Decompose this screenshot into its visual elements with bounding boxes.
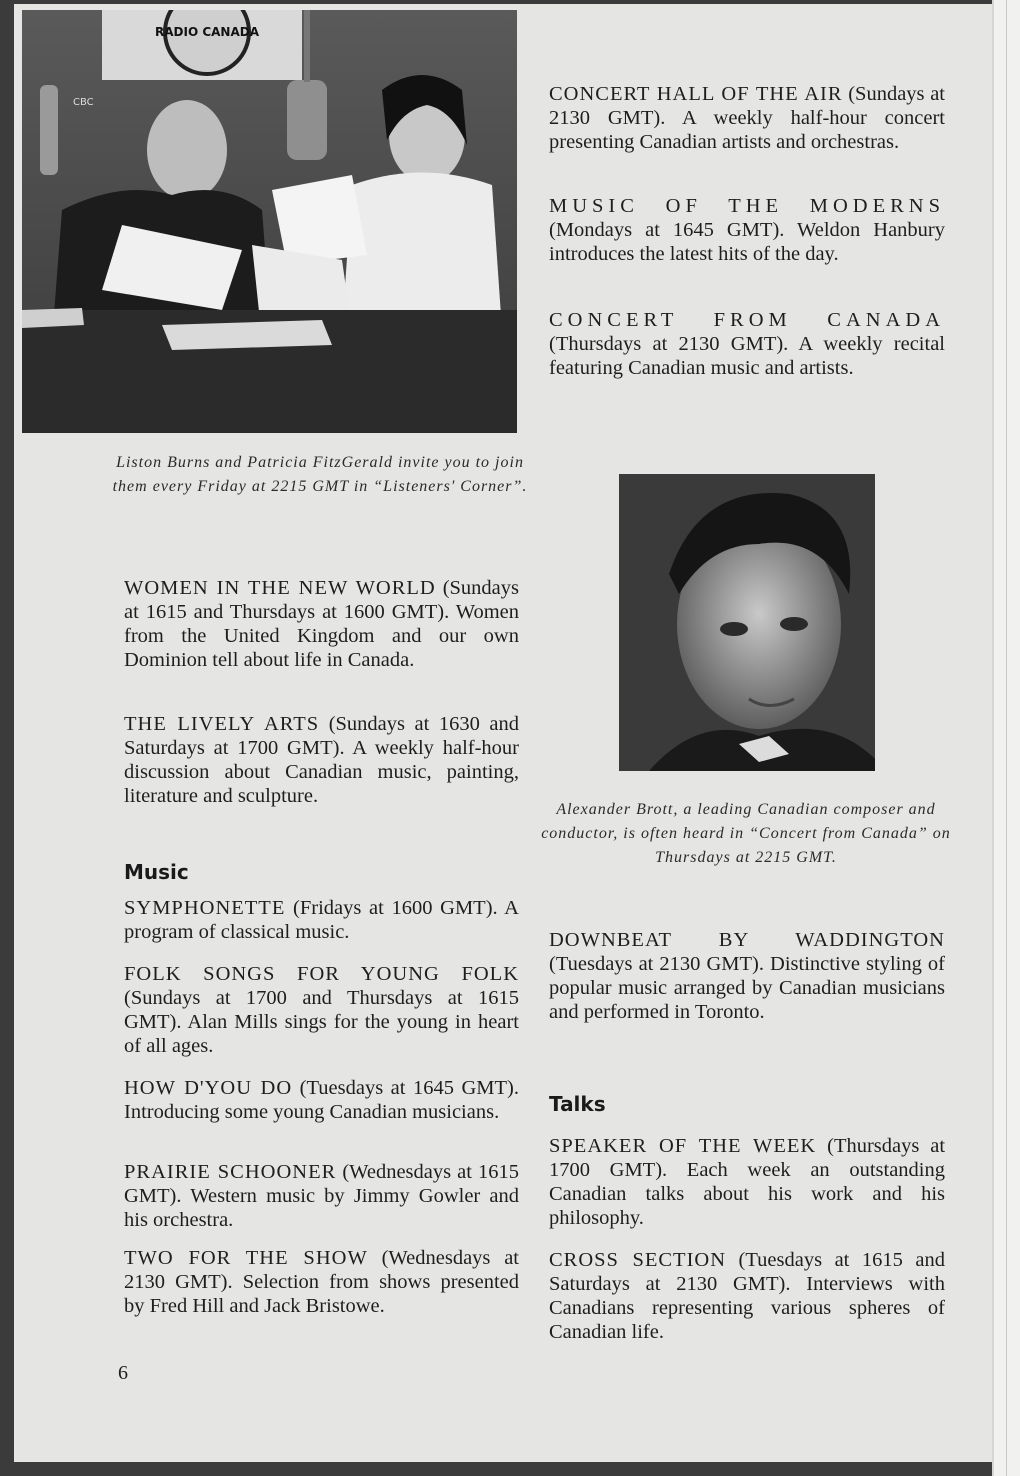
- program-title: FOLK SONGS FOR YOUNG FOLK: [124, 963, 519, 985]
- program-title: TWO FOR THE SHOW: [124, 1247, 368, 1269]
- program-entry-women-in-the-new-world: [124, 576, 519, 672]
- music-section-heading: Music: [124, 860, 189, 884]
- program-entry-music-of-the-moderns: [549, 194, 945, 266]
- program-title: WOMEN IN THE NEW WORLD: [124, 577, 436, 599]
- talks-section-heading: Talks: [549, 1092, 606, 1116]
- program-title: CROSS SECTION: [549, 1249, 727, 1271]
- program-description: (Thursdays at 2130 GMT). A weekly recital featuring Canadian music and artists.: [549, 333, 945, 379]
- program-title: CONCERT FROM CANADA: [549, 309, 945, 331]
- page-number: 6: [118, 1362, 128, 1384]
- program-title: SPEAKER OF THE WEEK: [549, 1135, 817, 1157]
- program-entry-cross-section: [549, 1248, 945, 1344]
- program-description: (Wednesdays at 2130 GMT). Selection from shows presented by Fred Hill and Jack Bristowe.: [124, 1247, 519, 1317]
- portrait-photo-caption: Alexander Brott, a leading Canadian composer and conductor, is often heard in “Concert from Canada” on Thursdays at 2215 GMT.: [541, 801, 951, 866]
- page-fold-line: [1006, 0, 1007, 1476]
- program-title: DOWNBEAT BY WADDINGTON: [549, 929, 945, 951]
- program-title: PRAIRIE SCHOONER: [124, 1161, 337, 1183]
- program-description: (Tuesdays at 2130 GMT). Distinctive styling of popular music arranged by Canadian musicians and performed in Toronto.: [549, 953, 945, 1023]
- radio-canada-sign: RADIO CANADA: [154, 25, 260, 39]
- program-description: (Tuesdays at 1615 and Saturdays at 2130 GMT). Interviews with Canadians representing various spheres of Canadian life.: [549, 1249, 945, 1343]
- program-title: HOW D'YOU DO: [124, 1077, 293, 1099]
- program-entry-folk-songs-for-young-folk: [124, 962, 519, 1058]
- program-entry-prairie-schooner: [124, 1160, 519, 1232]
- program-title: MUSIC OF THE MODERNS: [549, 195, 945, 217]
- studio-photo-caption: Liston Burns and Patricia FitzGerald invite you to join them every Friday at 2215 GMT in “Listeners' Corner”.: [112, 454, 528, 495]
- program-description: (Sundays at 1630 and Saturdays at 1700 GMT). A weekly half-hour discussion about Canadian music, painting, literature and sculpture.: [124, 713, 520, 807]
- program-title: SYMPHONETTE: [124, 897, 286, 919]
- program-description: (Sundays at 1615 and Thursdays at 1600 GMT). Women from the United Kingdom and our own Dominion tell about life in Canada.: [124, 577, 520, 671]
- program-entry-concert-from-canada: [549, 308, 945, 380]
- program-title: CONCERT HALL OF THE AIR: [549, 83, 843, 105]
- program-description: (Sundays at 2130 GMT). A weekly half-hour concert presenting Canadian artists and orchestras.: [549, 83, 945, 153]
- program-entry-speaker-of-the-week: [549, 1134, 945, 1230]
- program-description: (Sundays at 1700 and Thursdays at 1615 GMT). Alan Mills sings for the young in heart of all ages.: [124, 987, 519, 1057]
- program-entry-two-for-the-show: [124, 1246, 519, 1318]
- program-description: (Thursdays at 1700 GMT). Each week an outstanding Canadian talks about his work and his philosophy.: [549, 1135, 946, 1229]
- portrait-photo: [619, 474, 875, 771]
- program-title: THE LIVELY ARTS: [124, 713, 320, 735]
- program-entry-downbeat-by-waddington: [549, 928, 945, 1024]
- studio-photo: [22, 10, 517, 433]
- program-description: (Fridays at 1600 GMT). A program of classical music.: [124, 897, 519, 943]
- program-entry-how-dyou-do: [124, 1076, 519, 1124]
- cbc-mic-label: CBC: [73, 97, 94, 108]
- program-entry-concert-hall-of-the-air: [549, 82, 945, 154]
- program-description: (Wednesdays at 1615 GMT). Western music by Jimmy Gowler and his orchestra.: [124, 1161, 519, 1231]
- program-entry-the-lively-arts: [124, 712, 519, 808]
- program-description: (Mondays at 1645 GMT). Weldon Hanbury introduces the latest hits of the day.: [549, 219, 945, 265]
- program-description: (Tuesdays at 1645 GMT). Introducing some young Canadian musicians.: [124, 1077, 519, 1123]
- program-entry-symphonette: [124, 896, 519, 944]
